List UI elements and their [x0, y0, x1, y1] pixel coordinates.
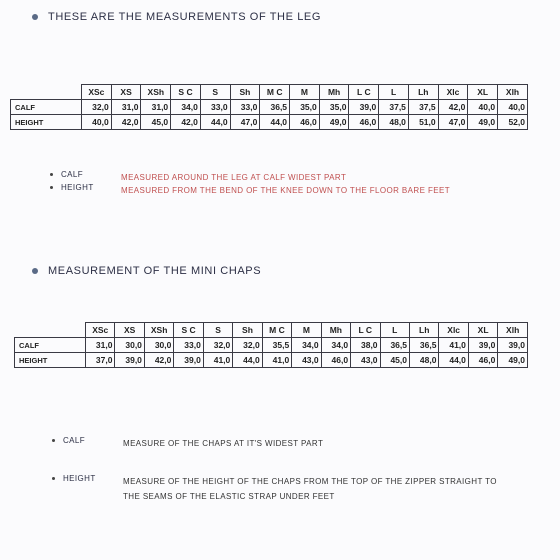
table-cell: 40,0: [468, 100, 498, 115]
table-cell: 42,0: [111, 115, 141, 130]
size-header: XL: [468, 85, 498, 100]
table-header-row: [15, 323, 528, 338]
size-header: XSh: [141, 85, 171, 100]
table-cell: 40,0: [82, 115, 112, 130]
table-cell: 48,0: [409, 353, 438, 368]
section1-note-height: [50, 183, 450, 198]
table-cell: 34,0: [292, 338, 321, 353]
size-header: Mh: [319, 85, 349, 100]
table-row: [15, 338, 528, 353]
table-cell: 33,0: [174, 338, 203, 353]
table-cell: 39,0: [115, 353, 144, 368]
table-cell: 42,0: [144, 353, 173, 368]
size-header: M: [292, 323, 321, 338]
bullet-icon: [52, 477, 55, 480]
table-cell: 44,0: [200, 115, 230, 130]
bullet-icon: [50, 186, 53, 189]
table-cell: 43,0: [351, 353, 380, 368]
table-cell: 52,0: [498, 115, 528, 130]
size-header: Xlc: [438, 85, 468, 100]
size-header: XSh: [144, 323, 173, 338]
table-cell: 32,0: [233, 338, 262, 353]
table-cell: 31,0: [111, 100, 141, 115]
table-row: [11, 100, 528, 115]
table-cell: 41,0: [203, 353, 232, 368]
section2-note-calf: [52, 436, 323, 451]
table-cell: 37,5: [379, 100, 409, 115]
table-cell: 31,0: [141, 100, 171, 115]
table-cell: 41,0: [439, 338, 468, 353]
table-cell: 46,0: [349, 115, 379, 130]
section2-title: MEASUREMENT OF THE MINI CHAPS: [48, 265, 262, 277]
bullet-icon: [50, 173, 53, 176]
table-cell: 33,0: [200, 100, 230, 115]
table-header-row: [11, 85, 528, 100]
size-header: XS: [111, 85, 141, 100]
table-row: [11, 115, 528, 130]
size-header: S C: [171, 85, 201, 100]
leg-measurements-table: [10, 84, 528, 130]
table-cell: 34,0: [171, 100, 201, 115]
size-header: XSc: [86, 323, 115, 338]
note-description: MEASURE OF THE CHAPS AT IT'S WIDEST PART: [123, 439, 324, 448]
size-header: M: [290, 85, 320, 100]
note-description: MEASURED FROM THE BEND OF THE KNEE DOWN TO THE FLOOR BARE FEET: [121, 186, 450, 195]
table-cell: 33,0: [230, 100, 260, 115]
section1-title: THESE ARE THE MEASUREMENTS OF THE LEG: [48, 11, 322, 23]
table-cell: 35,5: [262, 338, 291, 353]
table-cell: 39,0: [174, 353, 203, 368]
table-cell: 49,0: [319, 115, 349, 130]
table-cell: 39,0: [498, 338, 528, 353]
table-cell: 36,5: [409, 338, 438, 353]
note-term: CALF: [63, 436, 86, 445]
size-header: S: [200, 85, 230, 100]
bullet-icon: [32, 14, 38, 20]
table-cell: 44,0: [439, 353, 468, 368]
table-cell: 36,5: [380, 338, 409, 353]
size-header: L: [380, 323, 409, 338]
section2-heading: [32, 265, 261, 277]
table-cell: 47,0: [230, 115, 260, 130]
size-header: Xlh: [498, 85, 528, 100]
table-cell: 42,0: [171, 115, 201, 130]
size-header: S: [203, 323, 232, 338]
bullet-icon: [32, 268, 38, 274]
size-header: XS: [115, 323, 144, 338]
table-cell: 45,0: [380, 353, 409, 368]
table-cell: 42,0: [438, 100, 468, 115]
table-cell: 32,0: [203, 338, 232, 353]
row-label: HEIGHT: [15, 353, 86, 368]
table-cell: 48,0: [379, 115, 409, 130]
size-header: Sh: [230, 85, 260, 100]
mini-chaps-table: [14, 322, 528, 368]
table-cell: 46,0: [468, 353, 497, 368]
table-cell: 37,5: [408, 100, 438, 115]
size-header: Sh: [233, 323, 262, 338]
size-header: L C: [351, 323, 380, 338]
table-cell: 31,0: [86, 338, 115, 353]
size-header: M C: [262, 323, 291, 338]
table-cell: 46,0: [321, 353, 350, 368]
table-corner: [11, 85, 82, 100]
note-term: HEIGHT: [61, 183, 94, 192]
table-cell: 32,0: [82, 100, 112, 115]
table-cell: 44,0: [233, 353, 262, 368]
table-cell: 36,5: [260, 100, 290, 115]
table-row: [15, 353, 528, 368]
table-cell: 46,0: [290, 115, 320, 130]
size-header: Lh: [409, 323, 438, 338]
table-corner: [15, 323, 86, 338]
note-description: MEASURE OF THE HEIGHT OF THE CHAPS FROM THE TOP OF THE ZIPPER STRAIGHT TO THE SEAMS OF THE ELASTIC STRAP UNDER FEET: [123, 477, 497, 501]
table-cell: 49,0: [468, 115, 498, 130]
table-cell: 38,0: [351, 338, 380, 353]
size-header: XL: [468, 323, 497, 338]
size-header: Xlc: [439, 323, 468, 338]
table-cell: 37,0: [86, 353, 115, 368]
row-label: CALF: [15, 338, 86, 353]
table-cell: 35,0: [319, 100, 349, 115]
table-cell: 30,0: [144, 338, 173, 353]
size-header: XSc: [82, 85, 112, 100]
note-description: MEASURED AROUND THE LEG AT CALF WIDEST PART: [121, 173, 347, 182]
table-cell: 41,0: [262, 353, 291, 368]
size-header: Mh: [321, 323, 350, 338]
size-header: L C: [349, 85, 379, 100]
table-cell: 35,0: [290, 100, 320, 115]
row-label: CALF: [11, 100, 82, 115]
table-cell: 44,0: [260, 115, 290, 130]
table-cell: 39,0: [468, 338, 497, 353]
table-cell: 47,0: [438, 115, 468, 130]
note-term: HEIGHT: [63, 474, 96, 483]
size-header: Xlh: [498, 323, 528, 338]
row-label: HEIGHT: [11, 115, 82, 130]
section2-note-height: [52, 474, 503, 504]
table-cell: 40,0: [498, 100, 528, 115]
size-header: L: [379, 85, 409, 100]
size-header: M C: [260, 85, 290, 100]
table-cell: 34,0: [321, 338, 350, 353]
size-header: Lh: [408, 85, 438, 100]
size-header: S C: [174, 323, 203, 338]
bullet-icon: [52, 439, 55, 442]
table-cell: 51,0: [408, 115, 438, 130]
table-cell: 49,0: [498, 353, 528, 368]
note-term: CALF: [61, 170, 84, 179]
table-cell: 39,0: [349, 100, 379, 115]
table-cell: 43,0: [292, 353, 321, 368]
table-cell: 30,0: [115, 338, 144, 353]
section1-heading: [32, 11, 321, 23]
table-cell: 45,0: [141, 115, 171, 130]
